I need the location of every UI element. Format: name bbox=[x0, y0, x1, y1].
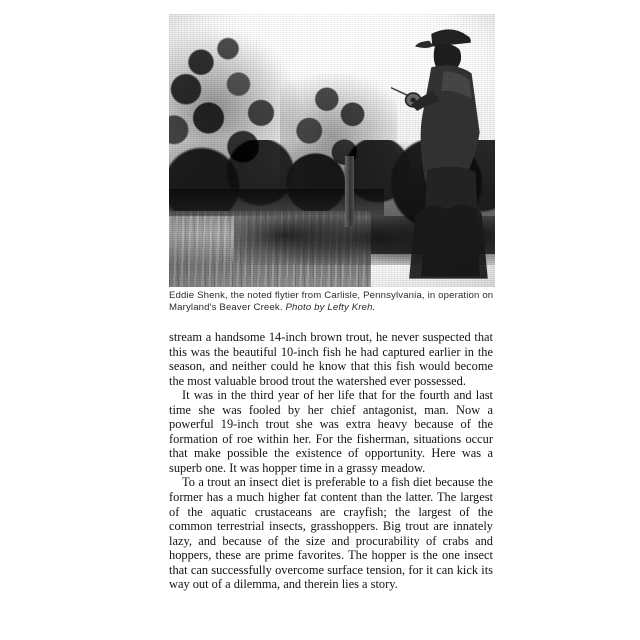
wooden-post bbox=[345, 156, 353, 227]
paragraph: stream a handsome 14-inch brown trout, he never suspected that this was the beautiful 10-inch fish he had captured earlier in the season, and neither could he know that this fish would become the most valuable brood trout the watershed ever possessed. bbox=[169, 330, 493, 388]
angler-figure bbox=[391, 22, 495, 279]
paragraph: It was in the third year of her life that for the fourth and last time she was fooled by her chief antagonist, man. Now a powerful 19-inch trout she was extra heavy because of the formation of roe within her. For the fisherman, situations occur that make possible the existence of opportunity. Here was a superb one. It was hopper time in a grassy meadow. bbox=[169, 388, 493, 475]
photo-credit: Photo by Lefty Kreh. bbox=[285, 302, 376, 314]
photograph bbox=[169, 14, 495, 287]
photograph-block bbox=[169, 14, 495, 287]
paragraph: To a trout an insect diet is preferable to a fish diet because the former has a much higher fat content than the latter. The largest of the aquatic crustaceans are crayfish; the largest of the common terrestrial insects, grasshoppers. Big trout are innately lazy, and because of the size and procurability of crabs and hoppers, these are prime favorites. The hopper is the one insect that can successfully overcome surface tension, for it can kick its way out of a dilemma, and therein lies a story. bbox=[169, 475, 493, 592]
photo-caption bbox=[169, 290, 503, 315]
body-text bbox=[169, 330, 493, 592]
caption-text: Eddie Shenk, the noted flytier from Carlisle, Pennsylvania, in operation on Maryland's Beaver Creek. bbox=[169, 290, 494, 314]
